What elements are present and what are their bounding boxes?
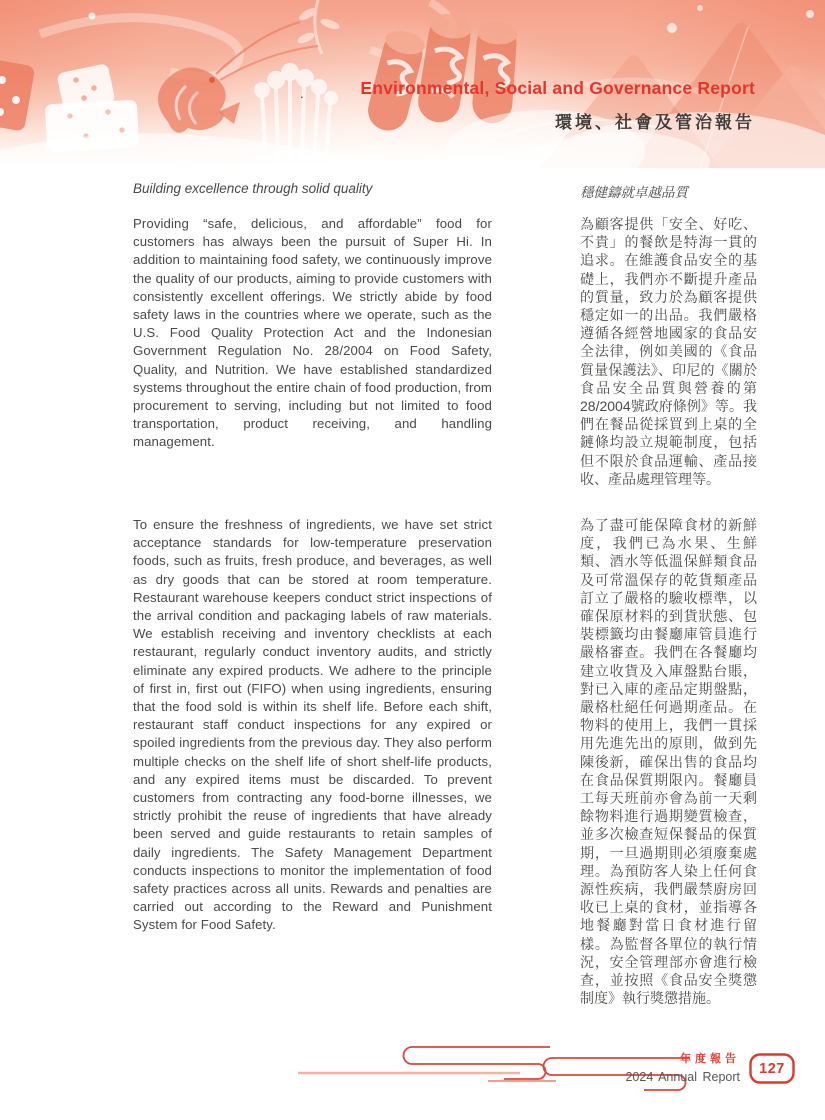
report-title-block (360, 78, 755, 133)
footer-report-label (625, 1050, 740, 1084)
footer-label-zh: 年度報告 (680, 1053, 740, 1065)
stray-mark: . (300, 86, 304, 101)
report-title-zh: 環境、社會及管治報告 (555, 113, 755, 132)
section-heading-zh: 穩健鑄就卓越品質 (580, 185, 688, 200)
page-number: 127 (759, 1060, 785, 1077)
paragraph-en-1: Providing “safe, delicious, and affordable” food for customers has always been the pursuit of Super Hi. In addition to maintaining food safety, we continuously improve the quality of our products, aiming to provide customers with consistently excellent offerings. We strictly abide by food safety laws in the countries where we operate, such as the U.S. Food Quality Protection Act and the Indonesian Government Regulation No. 28/2004 on Food Safety, Quality, and Nutrition. We have established standardized systems throughout the entire chain of food production, from procurement to serving, including but not limited to food transportation, product receiving, and handling management. (133, 216, 492, 450)
footer-label-en: 2024 Annual Report (625, 1070, 740, 1084)
branch-icon (296, 0, 341, 54)
report-title-en: Environmental, Social and Governance Report (360, 78, 755, 98)
paragraph-zh-1: 為顧客提供「安全、好吃、不貴」的餐飲是特海一貫的追求。在維護食品安全的基礎上，我們亦不斷提升產品的質量，致力於為顧客提供穩定如一的出品。我們嚴格遵循各經營地國家的食品安全法律，例如美國的《食品質量保護法》、印尼的《關於食品安全品質與營養的第28/2004號政府條例》等。我們在餐品從採買到上桌的全鏈條均設立規範制度，包括但不限於食品運輸、產品接收、產品處理管理等。 (580, 216, 757, 487)
paragraph-zh-2: 為了盡可能保障食材的新鮮度，我們已為水果、生鮮類、酒水等低溫保鮮類食品及可常溫保存的乾貨類產品訂立了嚴格的驗收標準，以確保原材料的到貨狀態、包裝標籤均由餐廳庫管員進行嚴格審查。我們在各餐廳均建立收貨及入庫盤點台賬，對已入庫的產品定期盤點，嚴格杜絕任何過期產品。在物料的使用上，我們一貫採用先進先出的原則，做到先陳後新，確保出售的食品均在食品保質期限內。餐廳員工每天班前亦會為前一天剩餘物料進行過期變質檢查，並多次檢查短保餐品的保質期，一旦過期則必須廢棄處理。為預防客人染上任何食源性疾病，我們嚴禁廚房回收已上桌的食材，並指導各地餐廳對當日食材進行留樣。為監督各單位的執行情況，安全管理部亦會進行檢查，並按照《食品安全獎懲制度》執行獎懲措施。 (580, 517, 757, 1007)
hero-header (0, 0, 825, 168)
page-number-badge (749, 1053, 795, 1084)
section-heading-en: Building excellence through solid quality (133, 181, 373, 196)
english-column (133, 181, 492, 935)
chinese-column (580, 181, 757, 1007)
red-dice-icon (0, 58, 35, 132)
paragraph-en-2: To ensure the freshness of ingredients, we have set strict acceptance standards for low-temperature preservation foods, such as fruits, fresh produce, and beverages, as well as dry goods that can be stored at room temperature. Restaurant warehouse keepers conduct strict inspections of the arrival condition and packaging labels of raw materials. We establish receiving and inventory checklists at each restaurant, regularly conduct inventory audits, and strictly eliminate any expired products. We adhere to the principle of first in, first out (FIFO) when using ingredients, ensuring that the food sold is within its shelf life. Before each shift, restaurant staff conduct inspections for any expired or spoiled ingredients from the previous day. They also perform multiple checks on the shelf life of short shelf-life products, and any expired items must be discarded. To prevent customers from contracting any food-borne illnesses, we strictly prohibit the reuse of ingredients that have already been served and guide restaurants to retain samples of daily ingredients. The Safety Management Department conducts inspections to monitor the implementation of food safety practices across all units. Rewards and penalties are carried out according to the Reward and Punishment System for Food Safety. (133, 517, 492, 933)
